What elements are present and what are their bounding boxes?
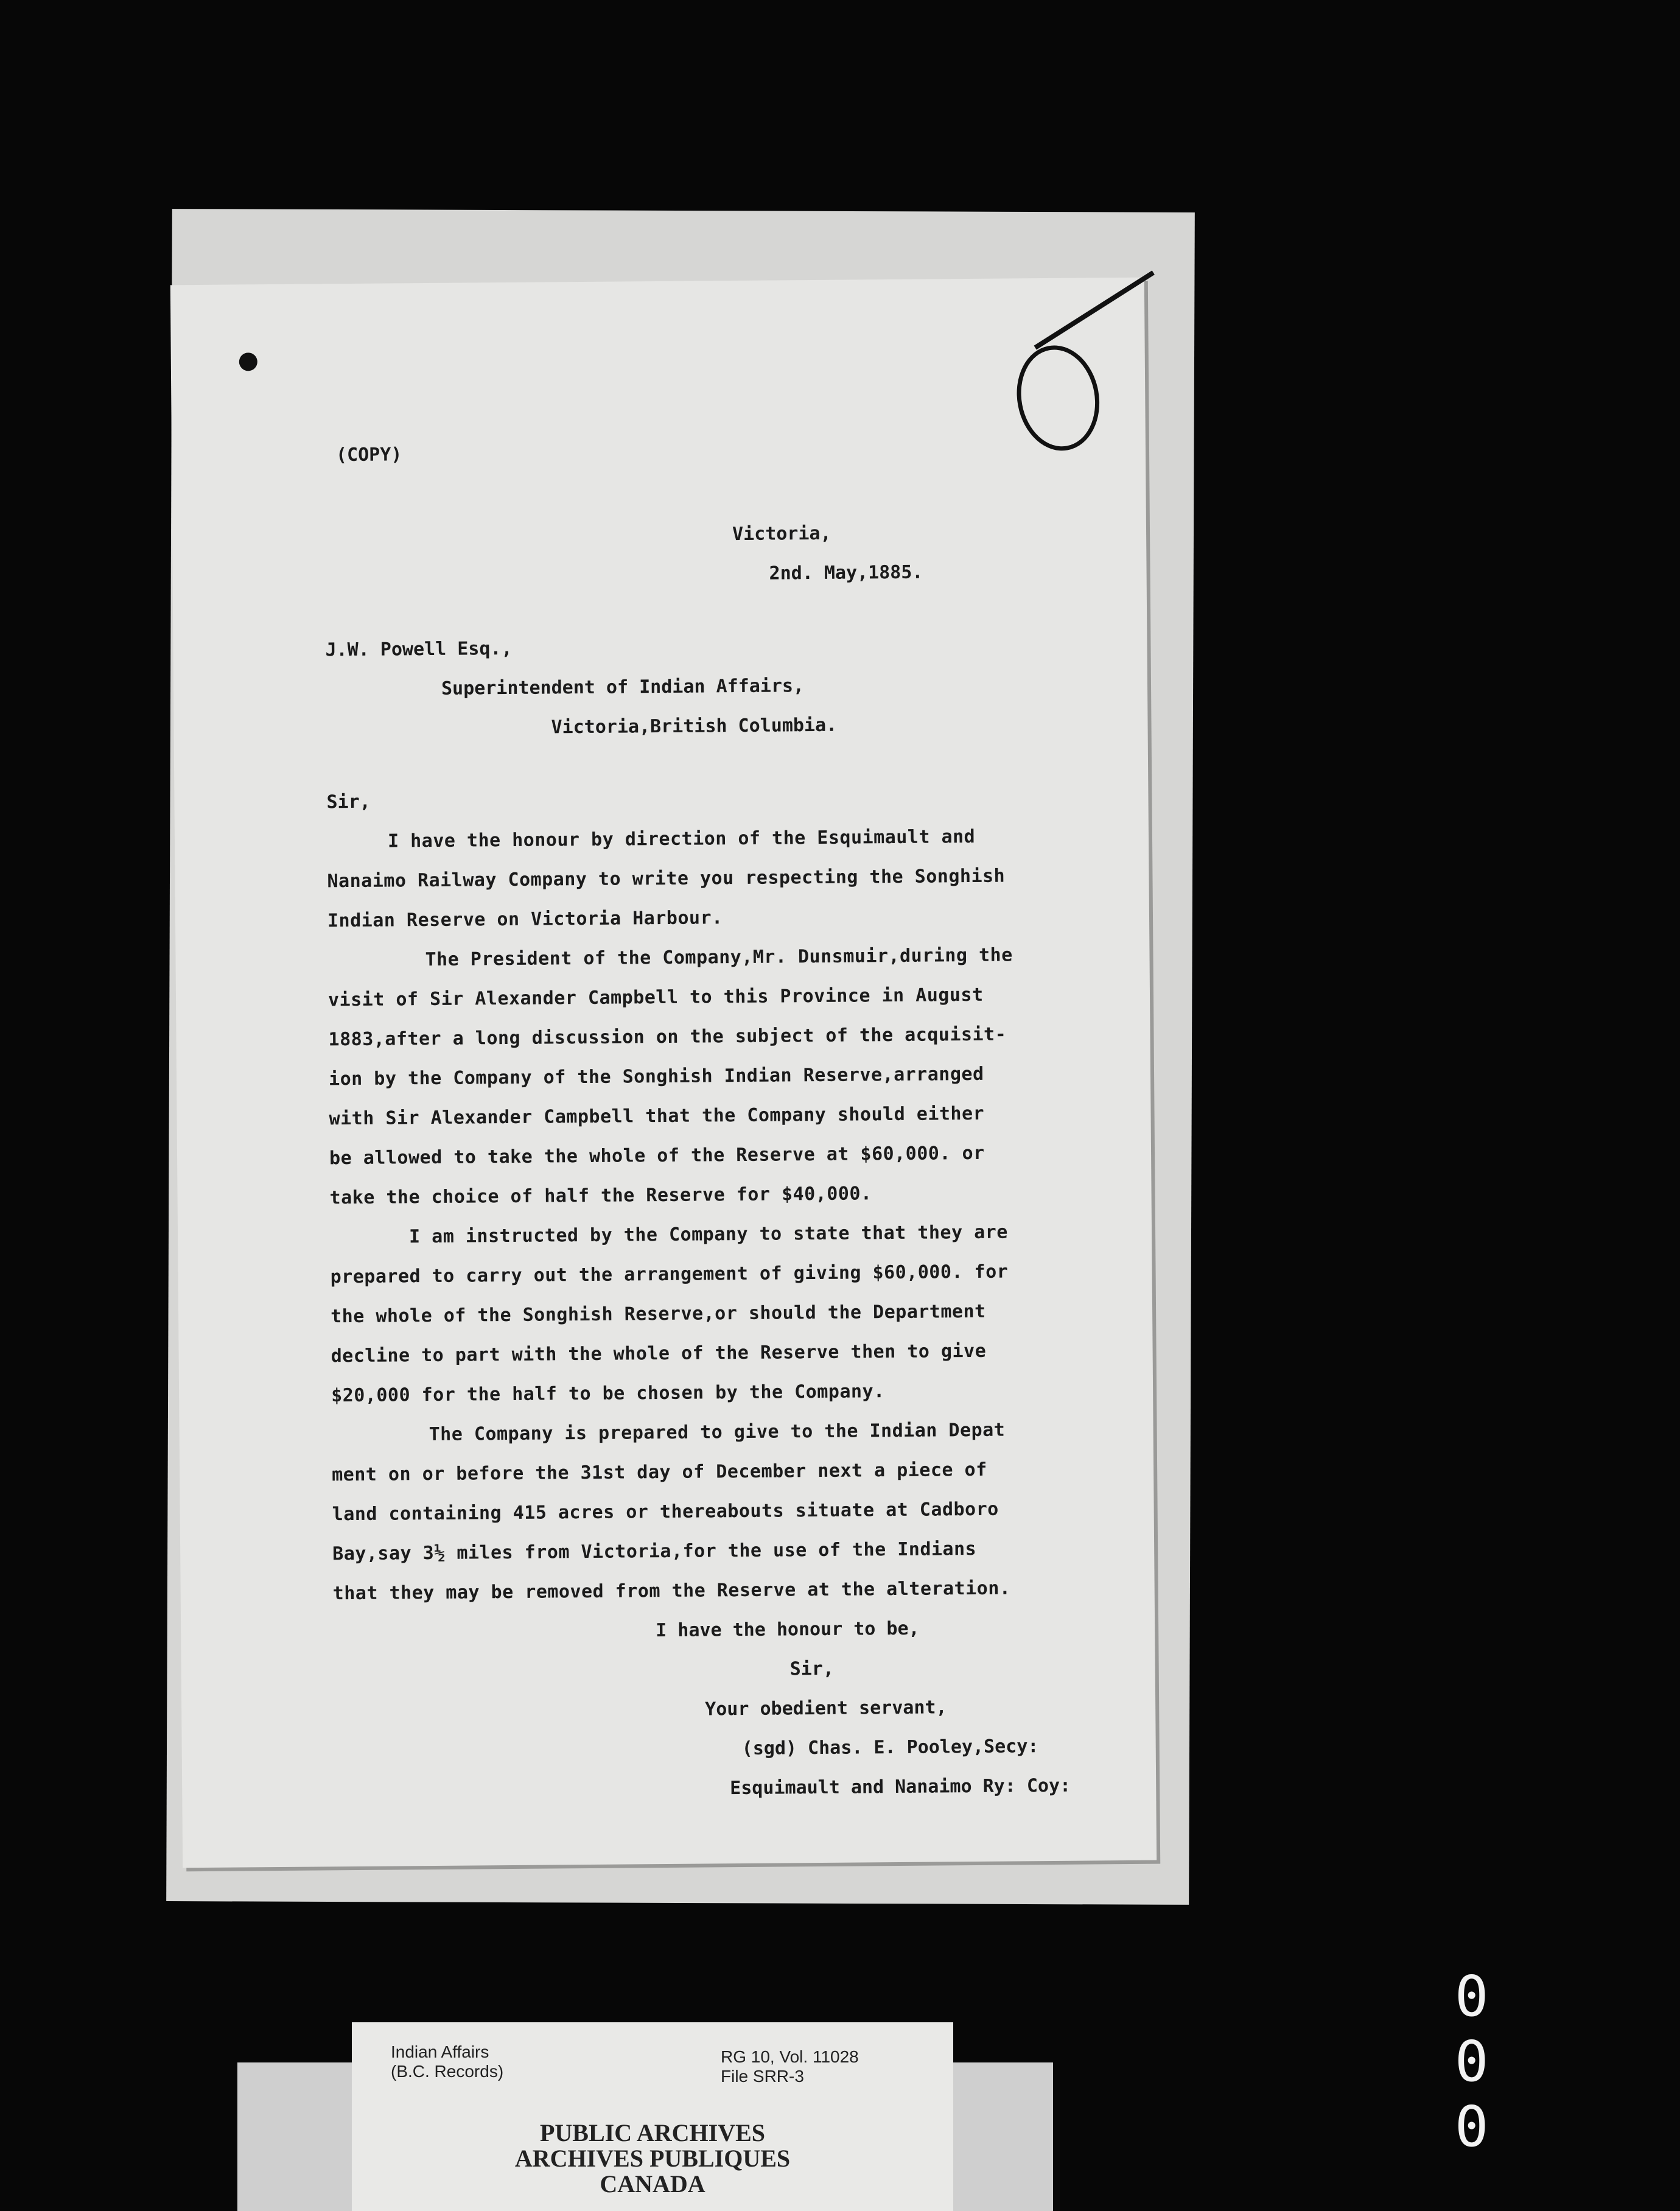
closing-sir: Sir, [789, 1658, 835, 1680]
body-line: The Company is prepared to give to the Indian Depat [429, 1419, 1006, 1446]
stamp-line1: PUBLIC ARCHIVES [539, 2119, 766, 2146]
label-reference-line1: RG 10, Vol. 11028 [721, 2047, 859, 2066]
letter-text [170, 278, 1157, 1868]
letter-page [170, 278, 1157, 1868]
closing-line: I have the honour to be, [656, 1617, 920, 1642]
copy-mark: (COPY) [335, 444, 402, 466]
body-line: that they may be removed from the Reserve at the alteration. [332, 1577, 1011, 1605]
archive-label [352, 2022, 953, 2211]
body-line: land containing 415 acres or thereabouts situate at Cadboro [332, 1498, 999, 1526]
body-line: decline to part with the whole of the Reserve then to give [331, 1340, 987, 1367]
letter-date: 2nd. May,1885. [769, 561, 923, 584]
body-line: visit of Sir Alexander Campbell to this Province in August [327, 984, 984, 1011]
addressee-title: Superintendent of Indian Affairs, [441, 675, 805, 699]
body-line: the whole of the Songhish Reserve,or should the Department [330, 1300, 986, 1328]
body-line: 1883,after a long discussion on the subject of the acquisit- [328, 1023, 1007, 1051]
frame-counter: 0 0 0 [1455, 1964, 1531, 2159]
body-line: prepared to carry out the arrangement of giving $60,000. for [330, 1261, 1009, 1288]
signature: (sgd) Chas. E. Pooley,Secy: [741, 1736, 1039, 1760]
letter-place: Victoria, [732, 522, 831, 545]
stamp-line3: CANADA [600, 2170, 705, 2198]
salutation: Sir, [326, 791, 371, 813]
body-line: take the choice of half the Reserve for $40,000. [329, 1183, 872, 1209]
body-line: ment on or before the 31st day of December next a piece of [332, 1459, 987, 1486]
company-name: Esquimault and Nanaimo Ry: Coy: [730, 1775, 1071, 1799]
stamp-line2: ARCHIVES PUBLIQUES [514, 2145, 791, 2172]
label-reference-line2: File SRR-3 [721, 2067, 804, 2086]
closing-servant: Your obedient servant, [705, 1697, 947, 1720]
body-line: Nanaimo Railway Company to write you respecting the Songhish [327, 865, 1006, 892]
body-line: $20,000 for the half to be chosen by the Company. [331, 1381, 885, 1407]
label-fonds-line1: Indian Affairs [391, 2042, 489, 2061]
label-fonds-line2: (B.C. Records) [391, 2062, 504, 2081]
body-line: Indian Reserve on Victoria Harbour. [327, 907, 723, 932]
body-line: I am instructed by the Company to state that they are [408, 1221, 1008, 1248]
addressee-name: J.W. Powell Esq., [325, 637, 513, 661]
body-line: ion by the Company of the Songhish Indian Reserve,arranged [328, 1063, 984, 1090]
body-line: Bay,say 3½ miles from Victoria,for the use of the Indians [332, 1538, 977, 1565]
body-line: I have the honour by direction of the Esquimault and [387, 825, 976, 852]
body-line: with Sir Alexander Campbell that the Company should either [329, 1102, 985, 1130]
addressee-location: Victoria,British Columbia. [551, 714, 838, 738]
body-line: The President of the Company,Mr. Dunsmuir,during the [425, 944, 1013, 971]
body-line: be allowed to take the whole of the Reserve at $60,000. or [329, 1142, 985, 1169]
